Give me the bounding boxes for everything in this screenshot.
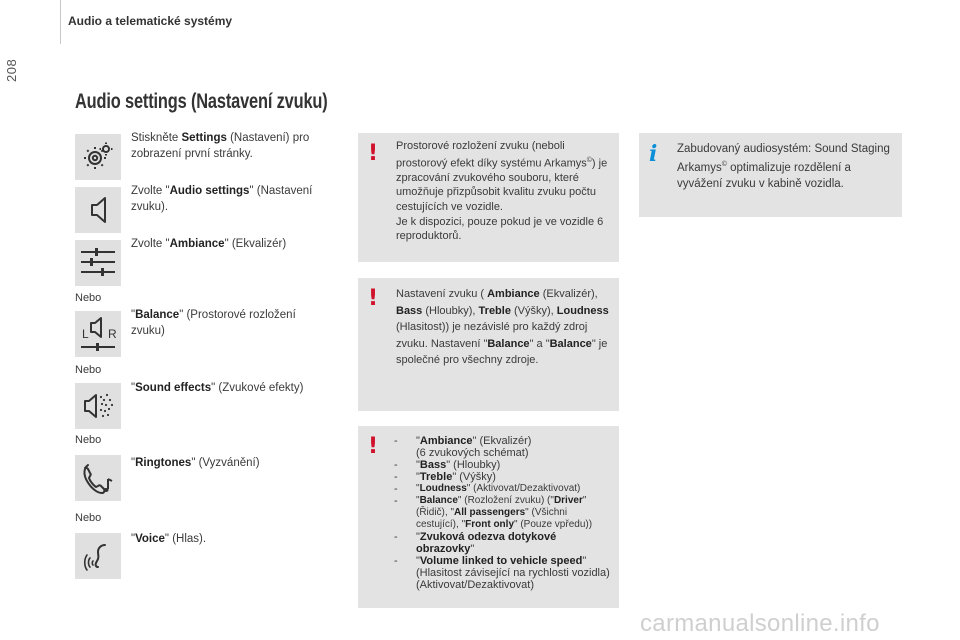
list-item: - "Bass" (Hloubky) [394, 459, 501, 471]
list-item: - "Balance" (Rozložení zvuku) ("Driver" (Řidič), "All passengers" (Všichni cestující), "Front only" (Pouze vpředu)) [394, 495, 593, 530]
warning-exclamation-icon: ! [368, 434, 379, 459]
list-item: - "Zvuková odezva dotykové obrazovky" [394, 531, 557, 555]
svg-text:L: L [82, 327, 89, 341]
step-audio-settings: Zvolte "Audio settings" (Nastavení zvuku). [131, 185, 313, 213]
or-label: Nebo [75, 512, 102, 524]
watermark: carmanualsonline.info [640, 610, 880, 637]
or-label: Nebo [75, 292, 102, 304]
warning-box-settings [358, 278, 619, 411]
warning-box-options [358, 426, 619, 608]
speaker-icon [75, 187, 121, 233]
list-item: - "Ambiance" (Ekvalizér) (6 zvukových schémat) [394, 435, 532, 459]
svg-text:R: R [108, 327, 117, 341]
chapter-title: Audio a telematické systémy [68, 14, 233, 28]
step-sound-effects: "Sound effects" (Zvukové efekty) [131, 382, 304, 394]
or-label: Nebo [75, 364, 102, 376]
page-number: 208 [4, 58, 19, 82]
info-box-arkamys [639, 133, 902, 217]
step-settings: Stiskněte Settings (Nastavení) pro zobrazení první stránky. [131, 132, 310, 160]
voice-icon [75, 533, 121, 579]
settings-gear-icon [75, 134, 121, 180]
info-icon: i [649, 141, 658, 167]
options-list [394, 435, 615, 591]
ringtone-phone-icon [75, 455, 121, 501]
warning-box-surround [358, 133, 619, 262]
list-item: - "Volume linked to vehicle speed" (Hlasitost závisející na rychlosti vozidla) (Aktivovat/Dezaktivovat) [394, 555, 610, 591]
sound-effects-icon [75, 383, 121, 429]
list-item: - "Treble" (Výšky) [394, 471, 496, 483]
info-text: Zabudovaný audiosystém: Sound Staging Arkamys© optimalizuje rozdělení a vyvážení zvuku v kabině vozidla. [677, 143, 890, 190]
step-ringtones: "Ringtones" (Vyzvánění) [131, 457, 260, 469]
warning-text: Prostorové rozložení zvuku (neboli prostorový efekt díky systému Arkamys©) je zpracování zvukového souboru, které umožňuje přizpůsobit kvalitu zvuku počtu cestujících ve vozidle. Je k dispozici, pouze pokud je ve vozidle 6 reproduktorů. [396, 140, 608, 243]
list-item: - "Loudness" (Aktivovat/Dezaktivovat) [394, 483, 581, 495]
step-voice: "Voice" (Hlas). [131, 533, 207, 545]
warning-exclamation-icon: ! [368, 141, 379, 166]
section-title: Audio settings (Nastavení zvuku) [75, 90, 328, 113]
balance-speaker-icon [75, 311, 121, 357]
header-divider [60, 0, 61, 44]
warning-exclamation-icon: ! [368, 286, 379, 311]
step-balance: "Balance" (Prostorové rozložení zvuku) [131, 309, 296, 337]
equalizer-icon [75, 240, 121, 286]
warning-text: Nastavení zvuku ( Ambiance (Ekvalizér), Bass (Hloubky), Treble (Výšky), Loudness (Hlasitost)) je nezávislé pro každý zdroj zvuku. Nastavení "Balance" a "Balance" je společné pro všechny zdroje. [396, 288, 609, 366]
or-label: Nebo [75, 434, 102, 446]
step-ambiance: Zvolte "Ambiance" (Ekvalizér) [131, 238, 287, 250]
